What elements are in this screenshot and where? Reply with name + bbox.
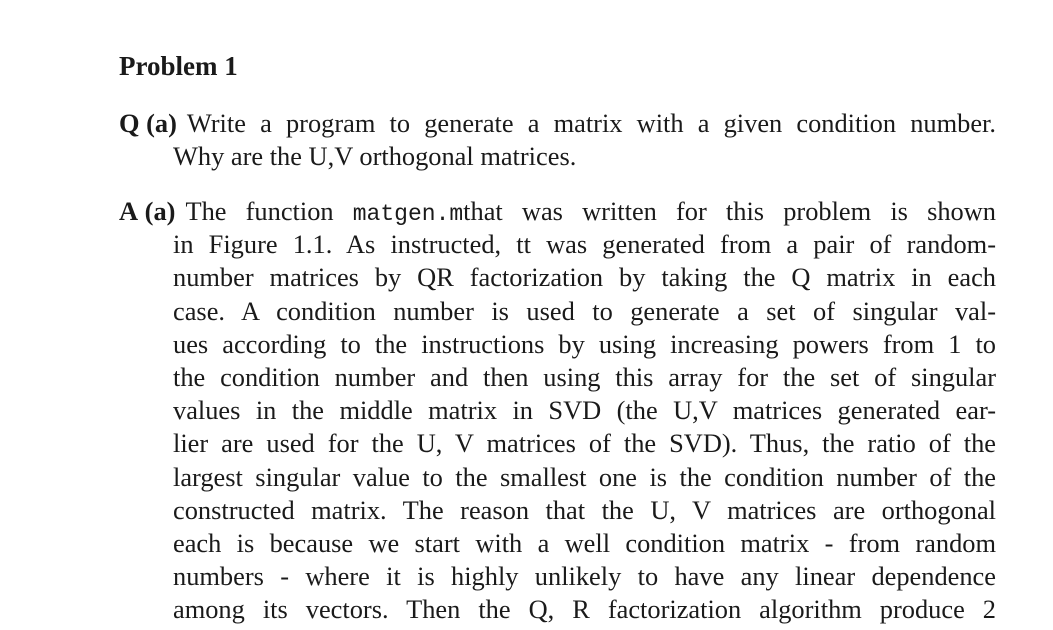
question-line-1 — [119, 107, 996, 140]
question-label: Q — [119, 108, 140, 138]
answer-line-1 — [119, 195, 996, 228]
answer-line: numbers - where it is highly unlikely to have any linear dependence — [173, 561, 996, 592]
answer-line: values in the middle matrix in SVD (the U,V matrices generated ear- — [173, 395, 996, 426]
answer-line: the condition number and then using this array for the set of singular — [173, 362, 996, 392]
answer-text-after-code: that was written for this problem is shown — [463, 196, 996, 226]
question-label-group — [119, 107, 177, 140]
answer-line: constructed matrix. The reason that the U, V matrices are orthogonal — [173, 494, 996, 525]
question-line-2: Why are the U,V orthogonal matrices. — [173, 141, 577, 171]
answer-line: among its vectors. Then the Q, R factorization algorithm produce 2 — [173, 594, 996, 625]
answer-line: ues according to the instructions by using increasing powers from 1 to — [173, 328, 996, 359]
answer-line: lier are used for the U, V matrices of the SVD). Thus, the ratio of the — [173, 428, 996, 459]
answer-label-group — [119, 195, 175, 228]
answer-line: number matrices by QR factorization by taking the Q matrix in each — [173, 262, 996, 293]
answer-first-line — [185, 195, 996, 228]
question-part: (a) — [146, 108, 177, 138]
answer-line: in Figure 1.1. As instructed, tt was generated from a pair of random- — [173, 229, 996, 260]
answer-line: each is because we start with a well condition matrix - from random — [173, 528, 996, 558]
answer-label: A — [119, 196, 139, 226]
problem-heading: Problem 1 — [119, 51, 238, 81]
code-filename: matgen.m — [352, 201, 464, 227]
question-text-line: Write a program to generate a matrix with a given condition number. — [186, 108, 996, 138]
answer-text-before-code: The function — [185, 196, 334, 226]
answer-line: largest singular value to the smallest one is the condition number of the — [173, 461, 996, 492]
answer-part: (a) — [144, 196, 176, 226]
answer-line: case. A condition number is used to generate a set of singular val- — [173, 295, 996, 326]
